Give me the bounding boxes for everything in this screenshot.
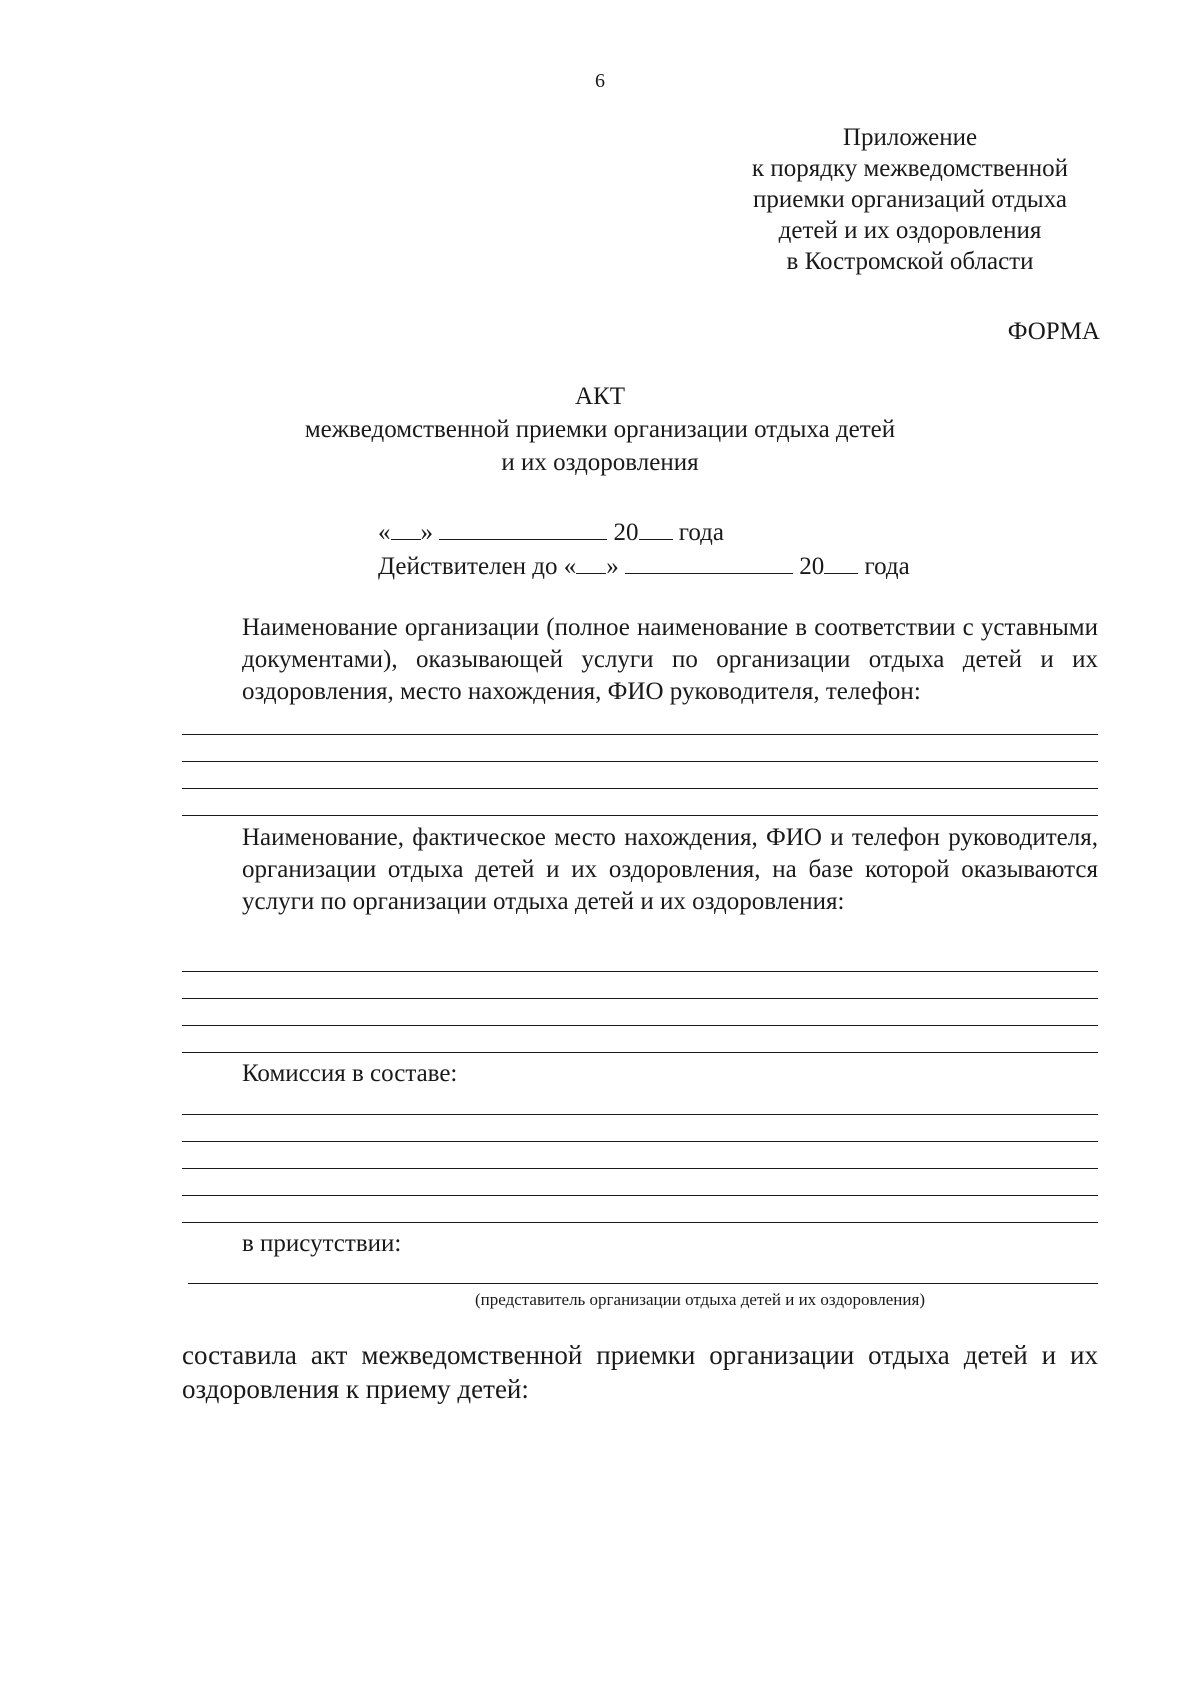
final-text: составила акт межведомственной приемки организации отдыха детей и их оздоровления к приему детей: [182,1340,1098,1404]
quote-open: « [378,519,391,546]
organization-section [182,612,1098,708]
fill-line[interactable] [182,998,1098,999]
presence-caption: (представитель организации отдыха детей и их оздоровления) [475,1290,925,1309]
fill-line[interactable] [182,1025,1098,1026]
act-date-line [378,515,724,547]
year-blank[interactable] [824,549,858,574]
presence-fill-line[interactable] [188,1283,1098,1284]
century: 20 [799,553,825,580]
fill-line[interactable] [182,1222,1098,1223]
month-blank[interactable] [439,515,607,540]
act-title: АКТ [575,383,625,410]
act-header [0,380,1200,479]
year-word: года [678,519,724,546]
day-blank[interactable] [576,549,606,574]
quote-close: » [420,519,433,546]
organization-text: Наименование организации (полное наименование в соответствии с уставными документами), оказывающей услуги по организации отдыха детей и их оздоровления, место нахождения, ФИО руководителя, телефон: [242,614,1098,705]
form-label: ФОРМА [1007,318,1100,345]
quote-close: » [606,553,619,580]
fill-line[interactable] [182,788,1098,789]
month-blank[interactable] [625,549,793,574]
facility-section [182,822,1098,918]
appendix-line: приемки организаций отдыха [753,186,1067,213]
fill-line[interactable] [182,815,1098,816]
year-word: года [864,553,910,580]
act-subtitle: и их оздоровления [501,449,699,476]
fill-line[interactable] [182,761,1098,762]
fill-line[interactable] [182,1195,1098,1196]
fill-line[interactable] [182,1114,1098,1115]
appendix-line: Приложение [842,124,978,151]
fill-line[interactable] [182,971,1098,972]
commission-label: Комиссия в составе: [242,1060,458,1087]
fill-line[interactable] [182,1168,1098,1169]
appendix-line: детей и их оздоровления [778,217,1042,244]
appendix-line: к порядку межведомственной [751,155,1069,182]
facility-text: Наименование, фактическое место нахождения, ФИО и телефон руководителя, организации отдыха детей и их оздоровления, на базе которой оказываются услуги по организации отдыха детей и их оздоровления: [242,824,1098,915]
valid-until-prefix: Действителен до « [378,553,577,580]
day-blank[interactable] [391,515,421,540]
fill-line[interactable] [182,1141,1098,1142]
fill-line[interactable] [182,734,1098,735]
act-subtitle: межведомственной приемки организации отдыха детей [304,416,896,443]
presence-label: в присутствии: [242,1230,402,1257]
valid-until-line [378,549,910,581]
page-number: 6 [595,70,605,92]
fill-line[interactable] [182,1052,1098,1053]
appendix-block [720,122,1100,277]
century: 20 [613,519,639,546]
appendix-line: в Костромской области [786,248,1034,275]
year-blank[interactable] [639,515,673,540]
